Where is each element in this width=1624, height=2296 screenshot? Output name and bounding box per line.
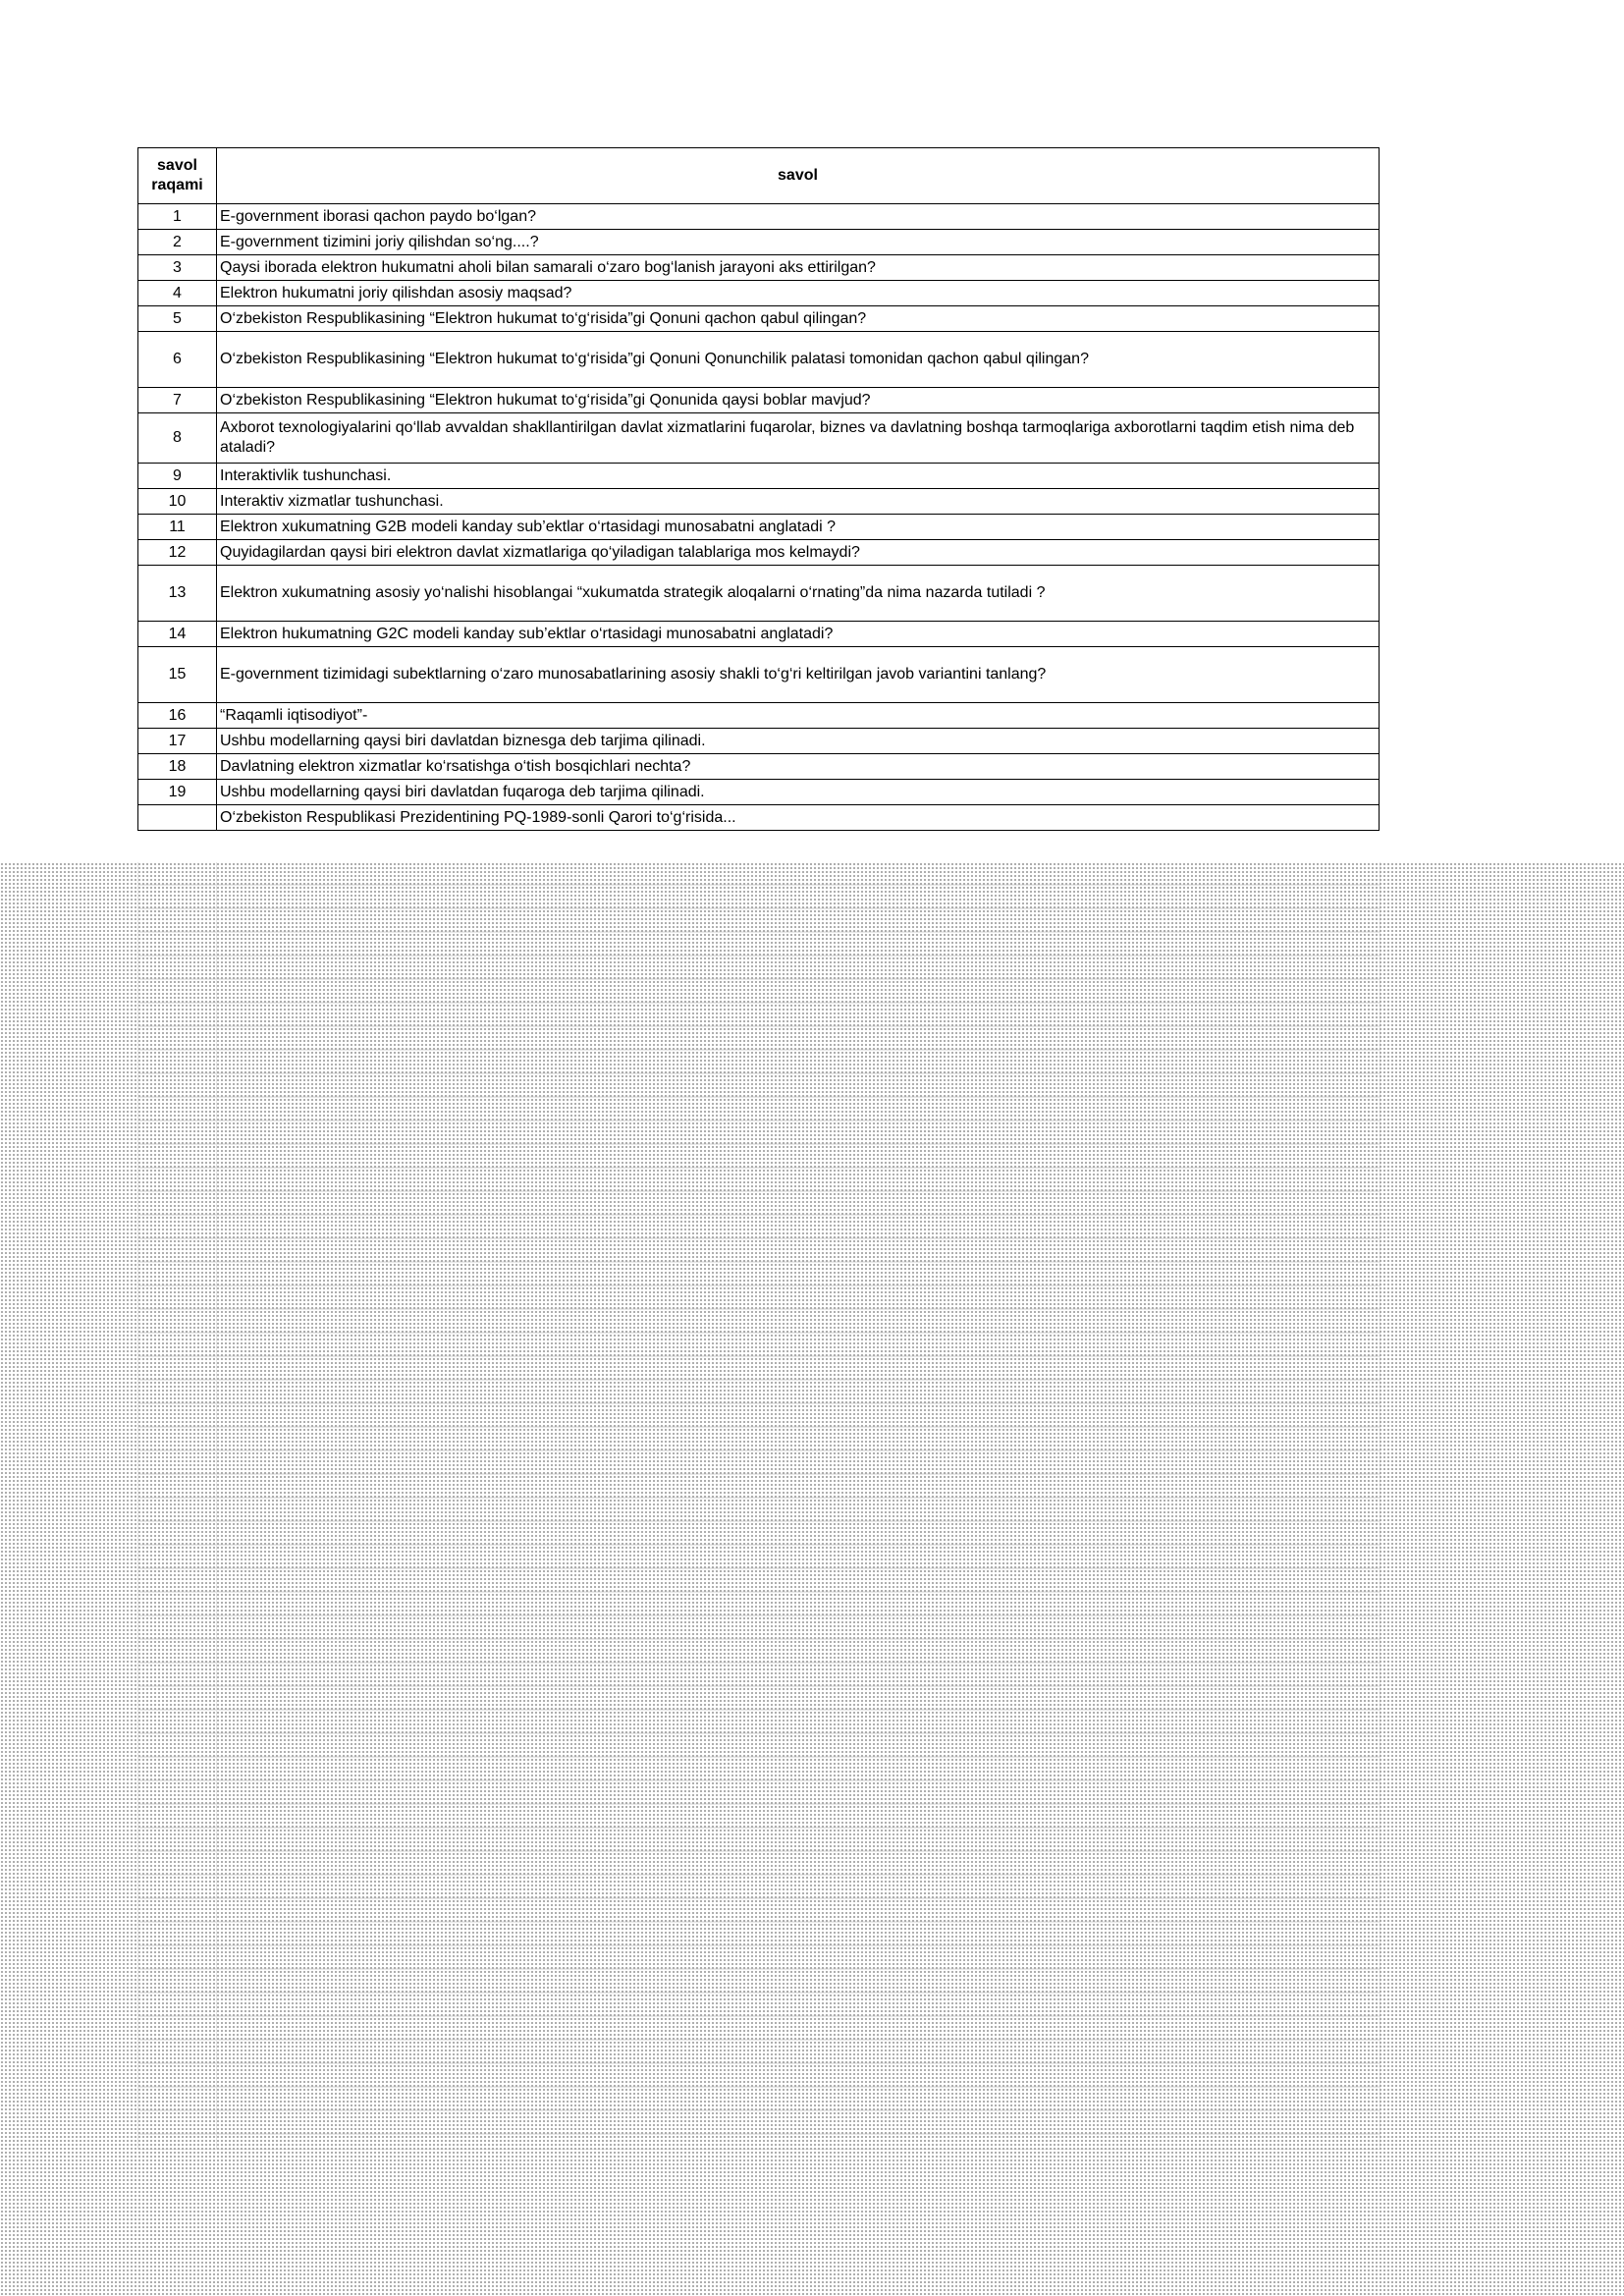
table-row bbox=[138, 255, 1380, 281]
question-number-cell: 11 bbox=[138, 515, 217, 540]
table-row bbox=[138, 566, 1380, 622]
table-row bbox=[138, 780, 1380, 805]
question-text-cell: O‘zbekiston Respublikasining “Elektron hukumat to‘g‘risida”gi Qonunida qaysi boblar mavjud? bbox=[217, 388, 1380, 413]
table-row bbox=[138, 647, 1380, 703]
question-number-cell: 19 bbox=[138, 780, 217, 805]
question-text-cell: Elektron xukumatning asosiy yo‘nalishi hisoblangai “xukumatda strategik aloqalarni o‘rnating”da nima nazarda tutiladi ? bbox=[217, 566, 1380, 622]
table-row bbox=[138, 204, 1380, 230]
question-text-cell: Ushbu modellarning qaysi biri davlatdan fuqaroga deb tarjima qilinadi. bbox=[217, 780, 1380, 805]
question-number-cell: 2 bbox=[138, 230, 217, 255]
question-text-cell: Ushbu modellarning qaysi biri davlatdan biznesga deb tarjima qilinadi. bbox=[217, 729, 1380, 754]
table-row bbox=[138, 332, 1380, 388]
table-row bbox=[138, 515, 1380, 540]
question-number-cell: 7 bbox=[138, 388, 217, 413]
question-number-cell bbox=[138, 805, 217, 831]
table-row bbox=[138, 464, 1380, 489]
questions-table bbox=[137, 147, 1380, 831]
question-text-cell: “Raqamli iqtisodiyot”- bbox=[217, 703, 1380, 729]
question-text-cell: Elektron hukumatni joriy qilishdan asosiy maqsad? bbox=[217, 281, 1380, 306]
question-number-cell: 5 bbox=[138, 306, 217, 332]
header-question-number: savol raqami bbox=[138, 148, 217, 204]
question-number-cell: 18 bbox=[138, 754, 217, 780]
table-row bbox=[138, 388, 1380, 413]
question-number-cell: 8 bbox=[138, 413, 217, 464]
question-number-cell: 10 bbox=[138, 489, 217, 515]
question-text-cell: Davlatning elektron xizmatlar ko‘rsatishga o‘tish bosqichlari nechta? bbox=[217, 754, 1380, 780]
question-text-cell: E-government tizimidagi subektlarning o‘zaro munosabatlarining asosiy shakli to‘g‘ri keltirilgan javob variantini tanlang? bbox=[217, 647, 1380, 703]
question-number-cell: 14 bbox=[138, 622, 217, 647]
question-number-cell: 12 bbox=[138, 540, 217, 566]
question-number-cell: 17 bbox=[138, 729, 217, 754]
question-text-cell: Quyidagilardan qaysi biri elektron davlat xizmatlariga qo‘yiladigan talablariga mos kelmaydi? bbox=[217, 540, 1380, 566]
questions-body bbox=[138, 204, 1380, 831]
table-row bbox=[138, 729, 1380, 754]
table-row bbox=[138, 805, 1380, 831]
header-question: savol bbox=[217, 148, 1380, 204]
question-text-cell: E-government iborasi qachon paydo bo‘lgan? bbox=[217, 204, 1380, 230]
question-text-cell: Interaktiv xizmatlar tushunchasi. bbox=[217, 489, 1380, 515]
table-row bbox=[138, 413, 1380, 464]
table-row bbox=[138, 306, 1380, 332]
question-number-cell: 6 bbox=[138, 332, 217, 388]
table-row bbox=[138, 622, 1380, 647]
question-text-cell: O‘zbekiston Respublikasi Prezidentining PQ-1989-sonli Qarori to‘g‘risida... bbox=[217, 805, 1380, 831]
question-text-cell: Interaktivlik tushunchasi. bbox=[217, 464, 1380, 489]
table-row bbox=[138, 230, 1380, 255]
question-number-cell: 13 bbox=[138, 566, 217, 622]
question-number-cell: 3 bbox=[138, 255, 217, 281]
question-text-cell: Elektron xukumatning G2B modeli kanday sub’ektlar o‘rtasidagi munosabatni anglatadi ? bbox=[217, 515, 1380, 540]
question-text-cell: O‘zbekiston Respublikasining “Elektron hukumat to‘g‘risida”gi Qonuni Qonunchilik palatasi tomonidan qachon qabul qilingan? bbox=[217, 332, 1380, 388]
question-number-cell: 4 bbox=[138, 281, 217, 306]
table-row bbox=[138, 540, 1380, 566]
question-text-cell: Qaysi iborada elektron hukumatni aholi bilan samarali o‘zaro bog‘lanish jarayoni aks ettirilgan? bbox=[217, 255, 1380, 281]
dotted-obscuring-overlay bbox=[0, 862, 1624, 2296]
table-row bbox=[138, 754, 1380, 780]
question-text-cell: Elektron hukumatning G2C modeli kanday sub’ektlar o‘rtasidagi munosabatni anglatadi? bbox=[217, 622, 1380, 647]
question-text-cell: Axborot texnologiyalarini qo‘llab avvaldan shakllantirilgan davlat xizmatlarini fuqarolar, biznes va davlatning boshqa tarmoqlariga axborotlarni taqdim etish nima deb ataladi? bbox=[217, 413, 1380, 464]
table-header-row bbox=[138, 148, 1380, 204]
table-row bbox=[138, 281, 1380, 306]
question-text-cell: E-government tizimini joriy qilishdan so‘ng....? bbox=[217, 230, 1380, 255]
question-text-cell: O‘zbekiston Respublikasining “Elektron hukumat to‘g‘risida”gi Qonuni qachon qabul qilingan? bbox=[217, 306, 1380, 332]
table-row bbox=[138, 703, 1380, 729]
table-row bbox=[138, 489, 1380, 515]
question-number-cell: 16 bbox=[138, 703, 217, 729]
question-number-cell: 9 bbox=[138, 464, 217, 489]
question-number-cell: 1 bbox=[138, 204, 217, 230]
question-number-cell: 15 bbox=[138, 647, 217, 703]
